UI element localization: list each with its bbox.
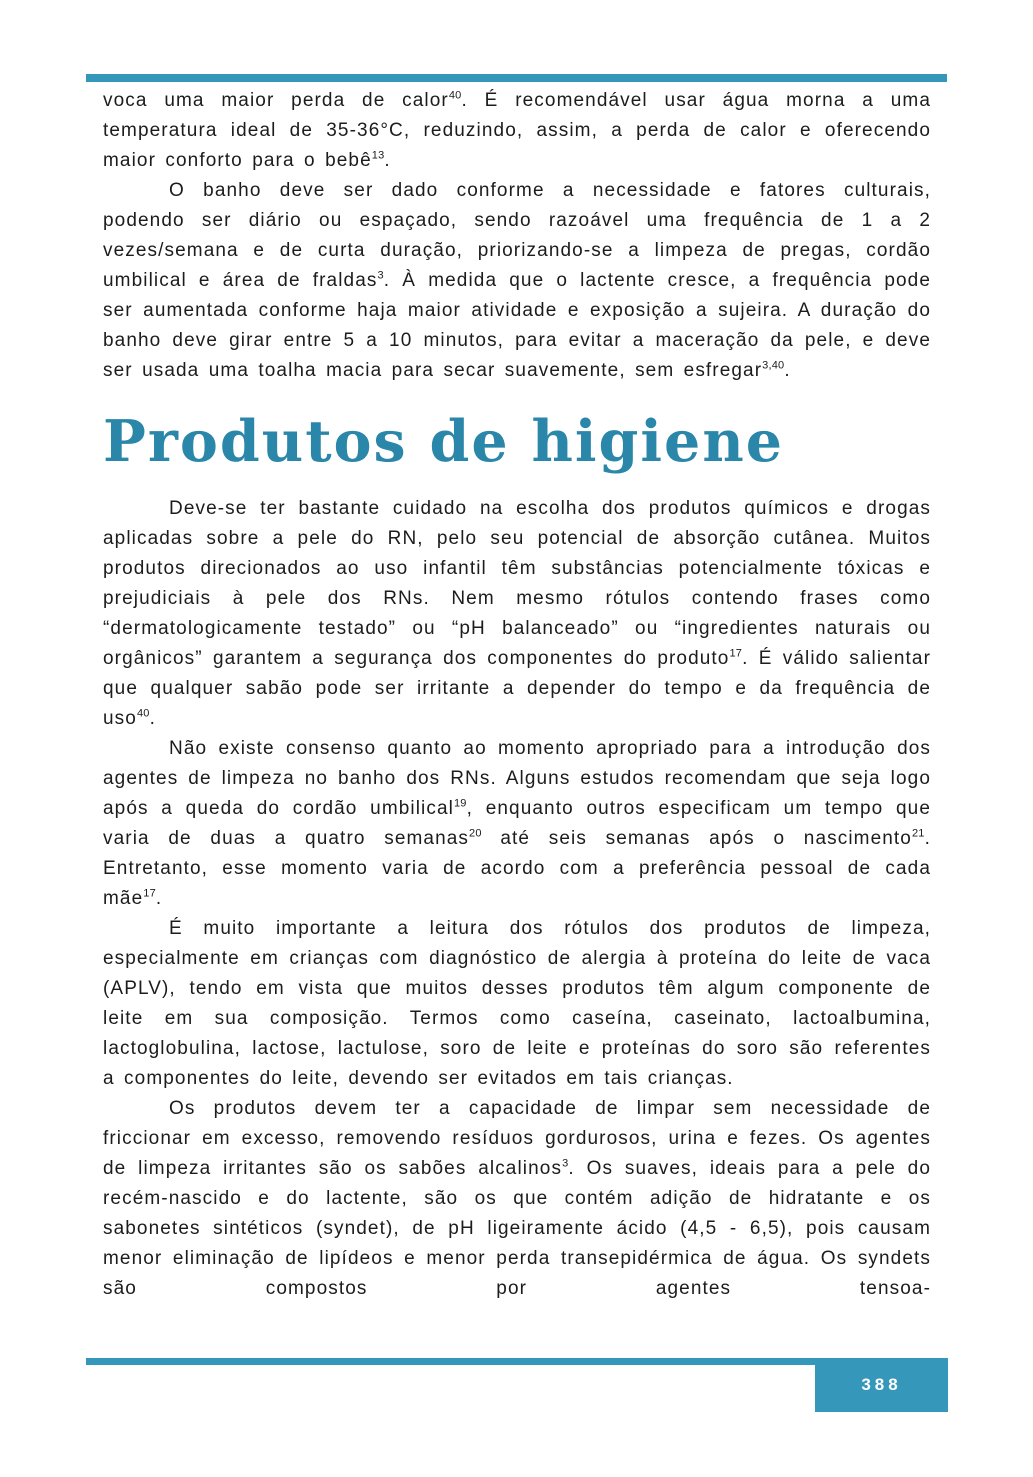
- body-paragraph: Os produtos devem ter a capacidade de limpar sem necessidade de friccionar em excesso, removendo resíduos gordurosos, urina e fezes. Os agentes de limpeza irritantes são os sabões alcalinos$^3$. Os suaves, ideais para a pele do recém-nascido e do lactente, são os que contém adição de hidratante e os sabonetes sintéticos (syndet), de pH ligeiramente ácido (4,5 - 6,5), pois causam menor eliminação de lipídeos e menor perda transepidérmica de água. Os syndets são compostos por agentes tensoa-: [103, 1098, 932, 1299]
- page-number-box: [815, 1358, 948, 1412]
- section-heading: Produtos de higiene: [103, 408, 785, 475]
- page-content: [103, 86, 931, 1304]
- body-paragraph: Deve-se ter bastante cuidado na escolha dos produtos químicos e drogas aplicadas sobre a pele do RN, pelo seu potencial de absorção cutânea. Muitos produtos direcionados ao uso infantil têm substâncias potencialmente tóxicas e prejudiciais à pele dos RNs. Nem mesmo rótulos contendo frases como “dermatologicamente testado” ou “pH balanceado” ou “ingredientes naturais ou orgânicos” garantem a segurança dos componentes do produto$^{17}$. É válido salientar que qualquer sabão pode ser irritante a depender do tempo e da frequência de uso$^{40}$.: [103, 498, 931, 729]
- body-paragraph: Não existe consenso quanto ao momento apropriado para a introdução dos agentes de limpeza no banho dos RNs. Alguns estudos recomendam que seja logo após a queda do cordão umbilical$^{19}$, enquanto outros especificam um tempo que varia de duas a quatro semanas$^{20}$ até seis semanas após o nascimento$^{21}$. Entretanto, esse momento varia de acordo com a preferência pessoal de cada mãe$^{17}$.: [103, 738, 931, 909]
- body-paragraph: É muito importante a leitura dos rótulos dos produtos de limpeza, especialmente em crianças com diagnóstico de alergia à proteína do leite de vaca (APLV), tendo em vista que muitos desses produtos têm algum componente de leite em sua composição. Termos como caseína, caseinato, lactoalbumina, lactoglobulina, lactose, lactulose, soro de leite e proteínas do soro são referentes a componentes do leite, devendo ser evitados em tais crianças.: [103, 918, 931, 1089]
- body-paragraph: voca uma maior perda de calor$^{40}$. É recomendável usar água morna a uma temperatura ideal de 35-36°C, reduzindo, assim, a perda de calor e oferecendo maior conforto para o bebê$^{13}$.: [103, 89, 931, 171]
- bottom-divider-bar: [86, 1358, 815, 1365]
- page-number: 388: [861, 1375, 902, 1394]
- top-divider-bar: [86, 74, 947, 82]
- body-paragraph: O banho deve ser dado conforme a necessidade e fatores culturais, podendo ser diário ou espaçado, sendo razoável uma frequência de 1 a 2 vezes/semana e de curta duração, priorizando-se a limpeza de pregas, cordão umbilical e área de fraldas$^3$. À medida que o lactente cresce, a frequência pode ser aumentada conforme haja maior atividade e exposição a sujeira. A duração do banho deve girar entre 5 a 10 minutos, para evitar a maceração da pele, e deve ser usada uma toalha macia para secar suavemente, sem esfregar$^{3,40}$.: [103, 180, 931, 381]
